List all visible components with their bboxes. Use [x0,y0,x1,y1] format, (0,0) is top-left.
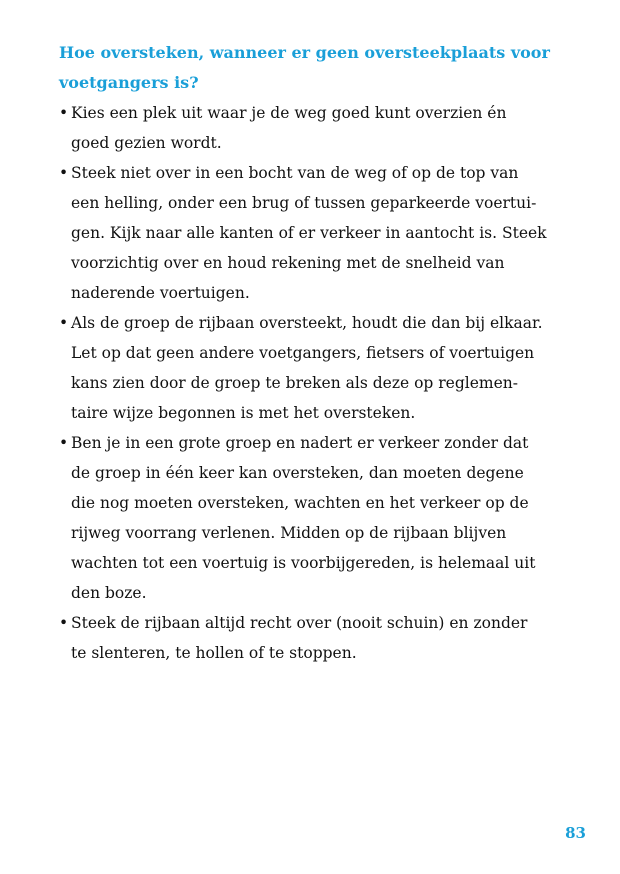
bullet-icon: • [59,164,69,182]
bullet-item [59,428,579,608]
bullet-line: Steek de rijbaan altijd recht over (nooit schuin) en zonder [71,614,528,632]
bullet-line: taire wijze begonnen is met het oversteken. [71,404,416,422]
bullet-line: een helling, onder een brug of tussen geparkeerde voertui- [71,194,537,212]
bullet-line: den boze. [71,584,147,602]
bullet-line: Steek niet over in een bocht van de weg of op de top van [71,164,519,182]
bullet-line: goed gezien wordt. [71,134,222,152]
heading-line: Hoe oversteken, wanneer er geen oversteekplaats voor [59,43,550,62]
bullet-icon: • [59,434,69,452]
bullet-line: de groep in één keer kan oversteken, dan moeten degene [71,464,524,482]
bullet-line: Als de groep de rijbaan oversteekt, houdt die dan bij elkaar. [71,314,543,332]
bullet-line: rijweg voorrang verlenen. Midden op de rijbaan blijven [71,524,507,542]
bullet-list [59,98,579,668]
bullet-icon: • [59,314,69,332]
bullet-line: die nog moeten oversteken, wachten en het verkeer op de [71,494,529,512]
bullet-icon: • [59,614,69,632]
heading-line: voetgangers is? [59,73,199,92]
bullet-line: te slenteren, te hollen of te stoppen. [71,644,357,662]
bullet-item [59,98,579,158]
bullet-item [59,158,579,308]
bullet-icon: • [59,104,69,122]
bullet-line: Let op dat geen andere voetgangers, fietsers of voertuigen [71,344,535,362]
bullet-line: voorzichtig over en houd rekening met de snelheid van [71,254,505,272]
page-number: 83 [565,824,586,842]
bullet-line: gen. Kijk naar alle kanten of er verkeer in aantocht is. Steek [71,224,547,242]
bullet-item [59,608,579,668]
bullet-line: wachten tot een voertuig is voorbijgereden, is helemaal uit [71,554,536,572]
bullet-line: Ben je in een grote groep en nadert er verkeer zonder dat [71,434,529,452]
bullet-item [59,308,579,428]
bullet-line: kans zien door de groep te breken als deze op reglemen- [71,374,518,392]
section-heading [59,38,579,98]
bullet-line: Kies een plek uit waar je de weg goed kunt overzien én [71,104,507,122]
bullet-line: naderende voertuigen. [71,284,250,302]
